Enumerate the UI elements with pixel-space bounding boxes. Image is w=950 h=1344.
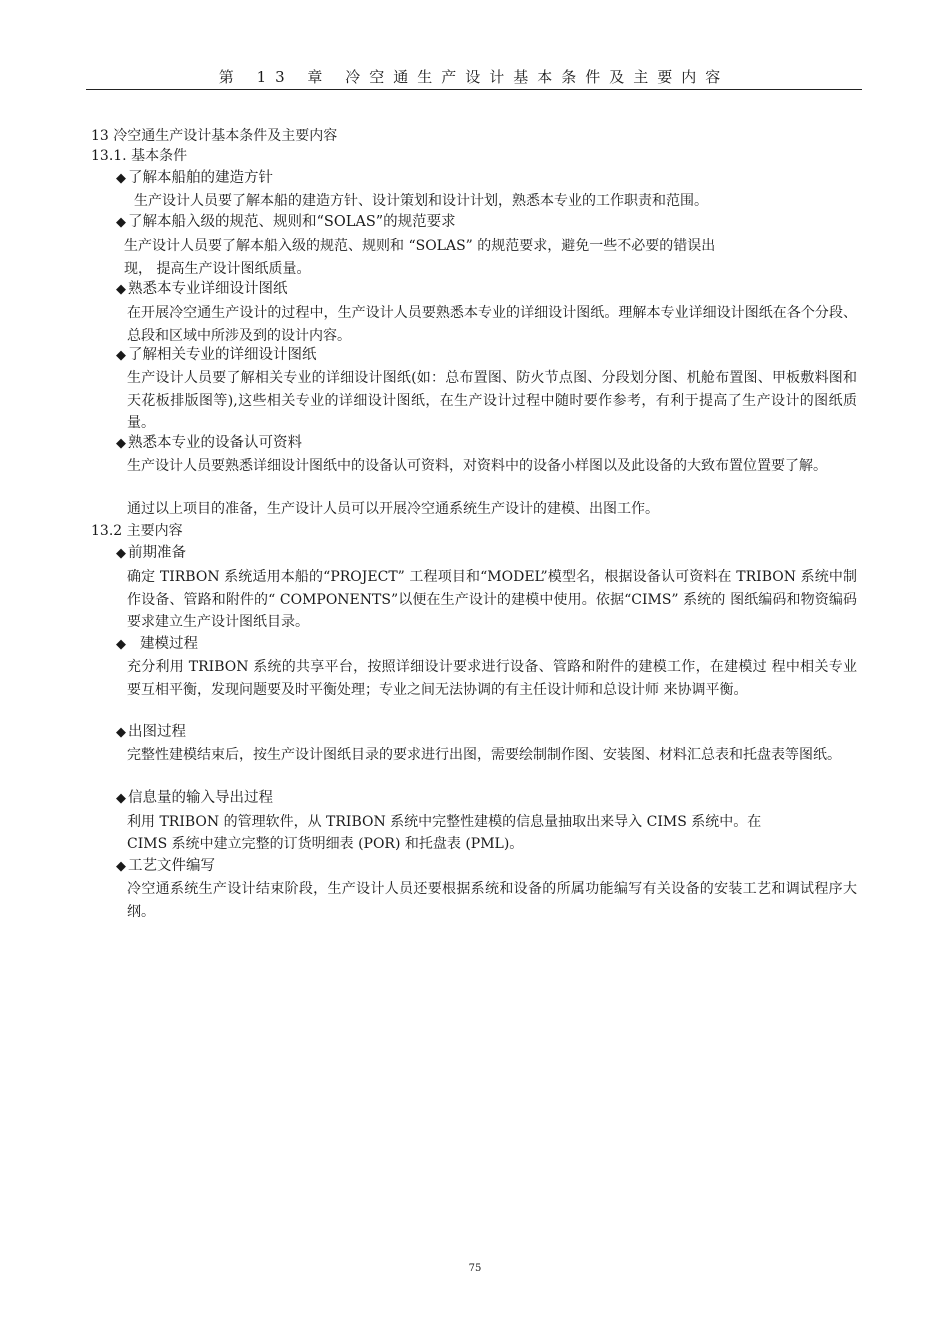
- diamond-bullet-icon: ◆: [116, 725, 126, 740]
- bullet-item: [116, 279, 288, 300]
- bullet-item: [116, 345, 317, 366]
- bullet-label: 熟悉本专业的设备认可资料: [128, 435, 302, 451]
- chapter-title: 13 冷空通生产设计基本条件及主要内容: [91, 128, 338, 144]
- bullet-item: [116, 722, 186, 743]
- diamond-bullet-icon: ◆: [116, 436, 126, 451]
- paragraph: 完整性建模结束后，按生产设计图纸目录的要求进行出图，需要绘制制作图、安装图、材料汇总表和托盘表等图纸。: [127, 747, 841, 763]
- paragraph: 在开展冷空通生产设计的过程中，生产设计人员要熟悉本专业的详细设计图纸。理解本专业详细设计图纸在各个分段、总段和区域中所涉及到的设计内容。: [127, 305, 857, 344]
- bullet-item: [116, 543, 186, 564]
- bullet-label: 了解本船舶的建造方针: [128, 170, 273, 186]
- diamond-bullet-icon: ◆: [116, 637, 126, 652]
- bullet-label: 了解本船入级的规范、规则和“SOLAS”的规范要求: [128, 214, 456, 230]
- bullet-item: [116, 856, 215, 877]
- running-header: 第 13 章 冷空通生产设计基本条件及主要内容: [218, 68, 730, 86]
- bullet-label: 信息量的输入导出过程: [128, 790, 273, 806]
- paragraph: 充分利用 TRIBON 系统的共享平台，按照详细设计要求进行设备、管路和附件的建模工作，在建模过 程中相关专业要互相平衡，发现问题要及时平衡处理；专业之间无法协调的有主任设计师和总设计师 来协调平衡。: [127, 659, 857, 698]
- bullet-item: [116, 788, 273, 809]
- bullet-label: 出图过程: [128, 724, 186, 740]
- paragraph-line: 生产设计人员要了解本船入级的规范、规则和 “SOLAS” 的规范要求，避免一些不必要的错误出: [124, 238, 716, 254]
- paragraph: 通过以上项目的准备，生产设计人员可以开展冷空通系统生产设计的建模、出图工作。: [127, 501, 659, 517]
- bullet-label: 工艺文件编写: [128, 858, 215, 874]
- diamond-bullet-icon: ◆: [116, 791, 126, 806]
- bullet-item: [116, 634, 198, 655]
- diamond-bullet-icon: ◆: [116, 215, 126, 230]
- paragraph-line: CIMS 系统中建立完整的订货明细表 (POR) 和托盘表 (PML)。: [127, 836, 524, 852]
- bullet-label: 了解相关专业的详细设计图纸: [128, 347, 317, 363]
- bullet-label: 建模过程: [140, 636, 198, 652]
- bullet-item: [116, 168, 273, 189]
- diamond-bullet-icon: ◆: [116, 282, 126, 297]
- bullet-label: 前期准备: [128, 545, 186, 561]
- paragraph: 生产设计人员要熟悉详细设计图纸中的设备认可资料，对资料中的设备小样图以及此设备的大致布置位置要了解。: [127, 458, 827, 474]
- paragraph-line: 利用 TRIBON 的管理软件，从 TRIBON 系统中完整性建模的信息量抽取出来导入 CIMS 系统中。在: [127, 814, 762, 830]
- bullet-label: 熟悉本专业详细设计图纸: [128, 281, 288, 297]
- header-rule: [86, 89, 862, 90]
- diamond-bullet-icon: ◆: [116, 348, 126, 363]
- paragraph-line: 现， 提高生产设计图纸质量。: [124, 261, 311, 277]
- bullet-item: [116, 433, 302, 454]
- section-heading-13-1: 13.1. 基本条件: [91, 148, 188, 164]
- diamond-bullet-icon: ◆: [116, 171, 126, 186]
- bullet-item: [116, 212, 456, 233]
- paragraph: 确定 TIRBON 系统适用本船的“PROJECT” 工程项目和“MODEL”模型名，根据设备认可资料在 TRIBON 系统中制作设备、管路和附件的“ COMPONENTS”以便在生产设计的建模中使用。依据“CIMS” 系统的 图纸编码和物资编码要求建立生产设计图纸目录。: [127, 569, 857, 630]
- paragraph: 生产设计人员要了解本船的建造方针、设计策划和设计计划，熟悉本专业的工作职责和范围。: [134, 193, 708, 209]
- diamond-bullet-icon: ◆: [116, 859, 126, 874]
- section-heading-13-2: 13.2 主要内容: [91, 523, 183, 539]
- page-number: 75: [468, 1263, 482, 1274]
- paragraph: 生产设计人员要了解相关专业的详细设计图纸(如：总布置图、防火节点图、分段划分图、机舱布置图、甲板敷料图和天花板排版图等),这些相关专业的详细设计图纸，在生产设计过程中随时要作参考，有利于提高了生产设计的图纸质量。: [127, 370, 857, 431]
- paragraph: 冷空通系统生产设计结束阶段，生产设计人员还要根据系统和设备的所属功能编写有关设备的安装工艺和调试程序大纲。: [127, 881, 857, 920]
- diamond-bullet-icon: ◆: [116, 546, 126, 561]
